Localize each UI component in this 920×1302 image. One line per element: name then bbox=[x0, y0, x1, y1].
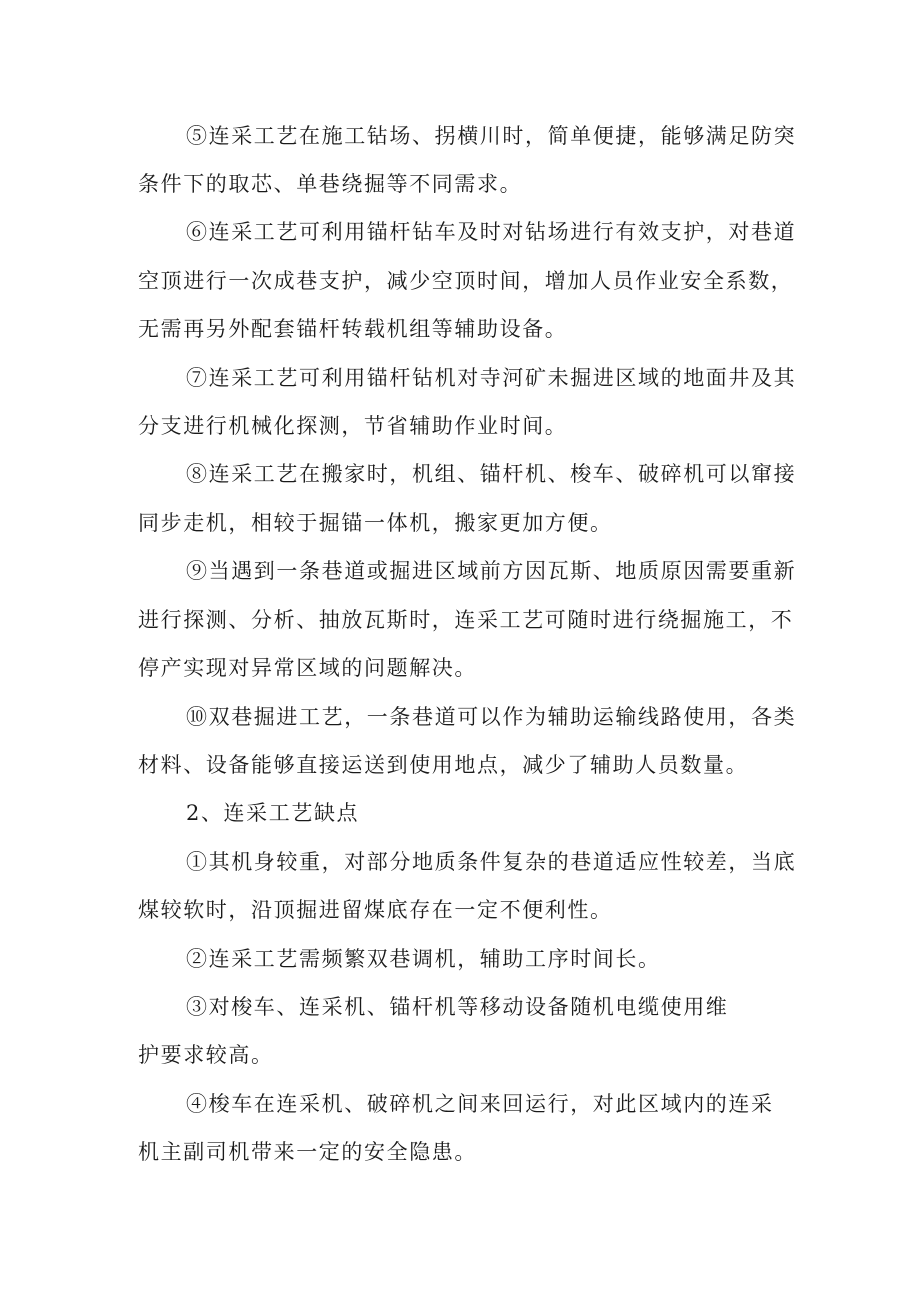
text-line: ⑨当遇到一条巷道或掘进区域前方因瓦斯、地质原因需要重新 bbox=[186, 559, 797, 583]
text-line: 停产实现对异常区域的问题解决。 bbox=[138, 656, 477, 680]
text-line: 机主副司机带来一定的安全隐患。 bbox=[138, 1140, 477, 1164]
section-heading: 2、连采工艺缺点 bbox=[186, 801, 360, 825]
text-line: 空顶进行一次成巷支护，减少空顶时间，增加人员作业安全系数， bbox=[138, 269, 794, 293]
text-line: ⑦连采工艺可利用锚杆钻机对寺河矿未掘进区域的地面井及其 bbox=[186, 366, 797, 390]
text-line: 同步走机，相较于掘锚一体机，搬家更加方便。 bbox=[138, 511, 613, 535]
text-line: 分支进行机械化探测，节省辅助作业时间。 bbox=[138, 414, 568, 438]
text-line: ④梭车在连采机、破碎机之间来回运行，对此区域内的连采 bbox=[186, 1092, 774, 1116]
text-line: ⑥连采工艺可利用锚杆钻车及时对钻场进行有效支护，对巷道 bbox=[186, 220, 797, 244]
text-line: ⑤连采工艺在施工钻场、拐横川时，简单便捷，能够满足防突 bbox=[186, 124, 797, 148]
text-line: 条件下的取芯、单巷绕掘等不同需求。 bbox=[138, 172, 523, 196]
text-line: ③对梭车、连采机、锚杆机等移动设备随机电缆使用维 bbox=[186, 995, 729, 1019]
text-line: 煤较软时，沿顶掘进留煤底存在一定不便利性。 bbox=[138, 898, 613, 922]
text-line: 材料、设备能够直接运送到使用地点，减少了辅助人员数量。 bbox=[138, 753, 749, 777]
text-line: ⑧连采工艺在搬家时，机组、锚杆机、梭车、破碎机可以窜接 bbox=[186, 462, 797, 486]
text-line: 无需再另外配套锚杆转载机组等辅助设备。 bbox=[138, 317, 568, 341]
text-line: ⑩双巷掘进工艺，一条巷道可以作为辅助运输线路使用，各类 bbox=[186, 705, 797, 729]
text-line: 护要求较高。 bbox=[138, 1043, 274, 1067]
text-line: 进行探测、分析、抽放瓦斯时，连采工艺可随时进行绕掘施工，不 bbox=[138, 608, 794, 632]
text-line: ②连采工艺需频繁双巷调机，辅助工序时间长。 bbox=[186, 947, 661, 971]
text-line: ①其机身较重，对部分地质条件复杂的巷道适应性较差，当底 bbox=[186, 850, 797, 874]
